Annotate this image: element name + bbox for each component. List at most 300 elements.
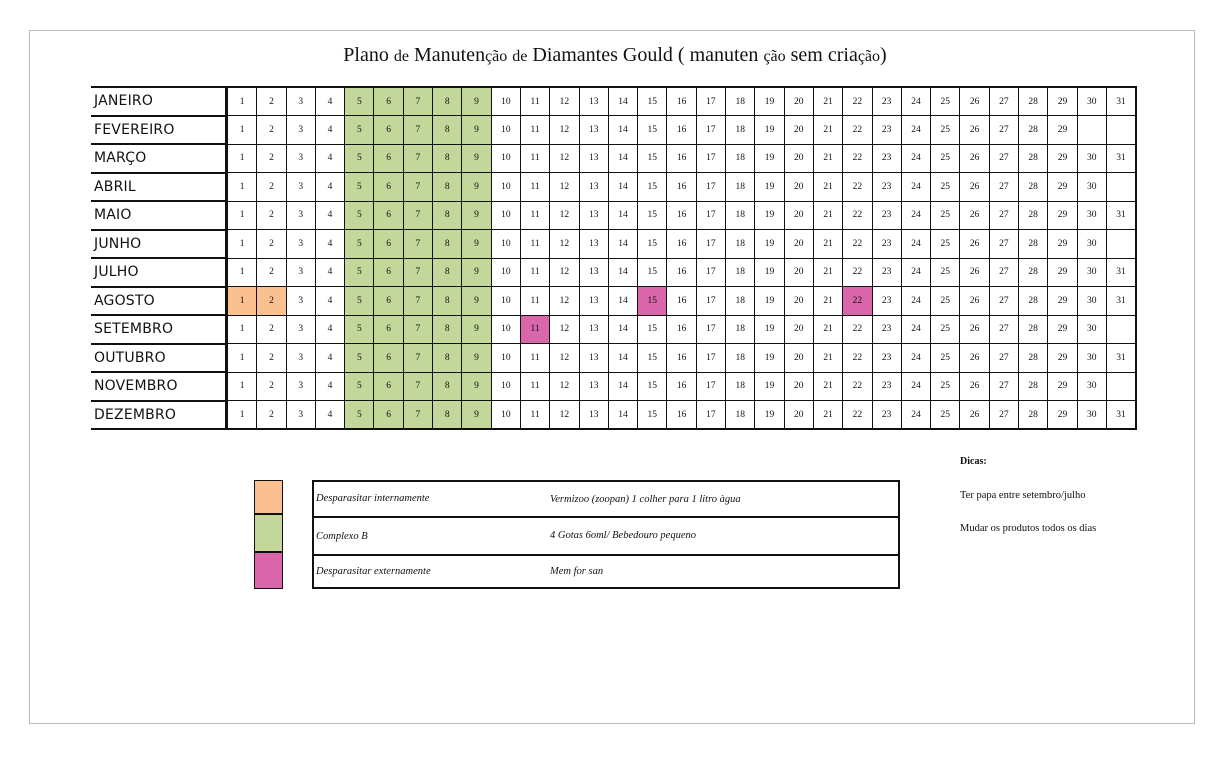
day-cell: 9 [462,401,491,430]
day-cell: 3 [286,258,315,287]
day-cell: 9 [462,230,491,259]
day-cell: 5 [345,287,374,316]
day-cell: 12 [550,287,579,316]
day-cell: 8 [433,144,462,173]
day-cell: 3 [286,344,315,373]
day-cell: 14 [608,315,637,344]
day-cell: 27 [989,173,1018,202]
day-cell: 11 [520,287,549,316]
day-cell: 29 [1048,258,1077,287]
day-cell: 3 [286,173,315,202]
day-cell: 8 [433,87,462,116]
day-cell: 8 [433,287,462,316]
day-cell: 30 [1077,258,1106,287]
day-cell: 24 [901,116,930,145]
day-cell: 30 [1077,173,1106,202]
day-cell: 5 [345,401,374,430]
day-cell: 27 [989,315,1018,344]
day-cell: 13 [579,401,608,430]
day-cell: 17 [696,344,725,373]
day-cell: 26 [960,87,989,116]
day-cell: 5 [345,258,374,287]
day-cell: 28 [1019,315,1048,344]
day-cell: 4 [315,173,344,202]
day-cell: 17 [696,144,725,173]
day-cell: 7 [403,315,432,344]
day-cell: 17 [696,87,725,116]
day-cell: 3 [286,201,315,230]
month-row [91,230,1136,259]
day-cell: 13 [579,372,608,401]
day-cell: 9 [462,258,491,287]
legend-row-external [314,554,898,589]
day-cell: 31 [1106,401,1136,430]
day-cell: 31 [1106,144,1136,173]
day-cell: 23 [872,287,901,316]
day-cell: 10 [491,315,520,344]
day-cell: 6 [374,287,403,316]
day-cell: 10 [491,87,520,116]
day-cell: 8 [433,201,462,230]
day-cell: 10 [491,258,520,287]
day-cell: 24 [901,344,930,373]
day-cell: 1 [227,201,257,230]
day-cell: 23 [872,258,901,287]
day-cell: 3 [286,372,315,401]
day-cell: 21 [813,201,842,230]
day-cell: 17 [696,201,725,230]
day-cell: 20 [784,144,813,173]
day-cell: 25 [931,144,960,173]
day-cell: 6 [374,230,403,259]
day-cell: 25 [931,401,960,430]
day-cell: 30 [1077,372,1106,401]
day-cell: 16 [667,287,696,316]
day-cell: 22 [843,344,872,373]
day-cell: 29 [1048,401,1077,430]
day-cell: 21 [813,144,842,173]
day-cell: 20 [784,201,813,230]
day-cell: 24 [901,372,930,401]
day-cell: 23 [872,315,901,344]
day-cell: 25 [931,116,960,145]
day-cell [1106,372,1136,401]
month-label: MAIO [91,201,227,230]
month-label: AGOSTO [91,287,227,316]
day-cell: 18 [726,258,755,287]
day-cell: 25 [931,230,960,259]
day-cell: 10 [491,144,520,173]
day-cell: 16 [667,315,696,344]
day-cell: 14 [608,401,637,430]
day-cell: 18 [726,344,755,373]
day-cell: 25 [931,201,960,230]
day-cell: 19 [755,116,784,145]
day-cell: 9 [462,201,491,230]
day-cell: 30 [1077,230,1106,259]
day-cell: 11 [520,372,549,401]
day-cell: 26 [960,258,989,287]
day-cell: 16 [667,230,696,259]
day-cell: 19 [755,344,784,373]
legend-row-internal [314,482,898,516]
day-cell: 7 [403,116,432,145]
month-label: DEZEMBRO [91,401,227,430]
day-cell: 28 [1019,230,1048,259]
day-cell: 13 [579,230,608,259]
day-cell: 28 [1019,401,1048,430]
day-cell: 26 [960,116,989,145]
day-cell: 20 [784,87,813,116]
day-cell: 11 [520,116,549,145]
day-cell: 14 [608,230,637,259]
day-cell: 8 [433,230,462,259]
day-cell: 11 [520,344,549,373]
day-cell: 23 [872,372,901,401]
day-cell: 14 [608,258,637,287]
day-cell: 11 [520,173,549,202]
day-cell: 18 [726,87,755,116]
day-cell: 17 [696,401,725,430]
day-cell: 27 [989,372,1018,401]
day-cell: 16 [667,401,696,430]
day-cell: 21 [813,173,842,202]
day-cell: 4 [315,401,344,430]
day-cell: 13 [579,144,608,173]
day-cell: 7 [403,173,432,202]
day-cell: 4 [315,230,344,259]
day-cell: 29 [1048,230,1077,259]
title-segment: ção [763,48,786,65]
day-cell: 12 [550,401,579,430]
day-cell: 22 [843,372,872,401]
day-cell: 16 [667,87,696,116]
day-cell: 27 [989,201,1018,230]
day-cell: 13 [579,201,608,230]
day-cell: 29 [1048,372,1077,401]
month-row [91,258,1136,287]
maintenance-calendar [91,86,1137,430]
day-cell: 22 [843,315,872,344]
day-cell: 11 [520,258,549,287]
day-cell: 1 [227,401,257,430]
legend-label: Complexo B [316,531,368,542]
month-row [91,116,1136,145]
day-cell: 21 [813,116,842,145]
day-cell: 6 [374,87,403,116]
day-cell: 15 [638,344,667,373]
day-cell: 10 [491,344,520,373]
day-cell: 12 [550,315,579,344]
day-cell: 7 [403,87,432,116]
day-cell: 23 [872,173,901,202]
day-cell: 17 [696,315,725,344]
day-cell: 12 [550,144,579,173]
day-cell: 2 [257,201,286,230]
day-cell: 27 [989,230,1018,259]
month-label: OUTUBRO [91,344,227,373]
day-cell: 11 [520,230,549,259]
day-cell: 29 [1048,287,1077,316]
day-cell: 22 [843,87,872,116]
day-cell: 6 [374,201,403,230]
title-segment: Manuten [408,44,486,66]
day-cell: 11 [520,315,549,344]
day-cell: 16 [667,372,696,401]
day-cell: 28 [1019,287,1048,316]
day-cell: 7 [403,144,432,173]
day-cell: 2 [257,401,286,430]
day-cell: 24 [901,201,930,230]
day-cell: 11 [520,144,549,173]
day-cell: 7 [403,401,432,430]
day-cell: 10 [491,173,520,202]
day-cell: 8 [433,173,462,202]
day-cell: 11 [520,401,549,430]
day-cell: 26 [960,315,989,344]
title-segment: ção [485,48,508,65]
day-cell: 2 [257,87,286,116]
day-cell: 8 [433,344,462,373]
day-cell: 14 [608,372,637,401]
day-cell: 13 [579,287,608,316]
day-cell: 4 [315,201,344,230]
legend-swatch-external [254,552,283,589]
day-cell: 19 [755,315,784,344]
day-cell: 3 [286,315,315,344]
day-cell: 15 [638,258,667,287]
day-cell: 14 [608,173,637,202]
day-cell: 10 [491,116,520,145]
day-cell: 12 [550,230,579,259]
day-cell: 14 [608,144,637,173]
month-label: SETEMBRO [91,315,227,344]
day-cell: 29 [1048,315,1077,344]
day-cell: 15 [638,401,667,430]
day-cell: 3 [286,287,315,316]
day-cell: 6 [374,258,403,287]
day-cell: 19 [755,201,784,230]
day-cell: 14 [608,116,637,145]
day-cell: 2 [257,258,286,287]
day-cell: 2 [257,230,286,259]
day-cell: 4 [315,116,344,145]
legend-value: 4 Gotas 6oml/ Bebedouro pequeno [550,530,697,541]
day-cell: 4 [315,258,344,287]
day-cell: 11 [520,87,549,116]
day-cell: 13 [579,258,608,287]
day-cell: 21 [813,230,842,259]
day-cell: 4 [315,287,344,316]
day-cell: 21 [813,315,842,344]
day-cell: 28 [1019,144,1048,173]
day-cell: 4 [315,144,344,173]
day-cell: 12 [550,201,579,230]
day-cell: 31 [1106,344,1136,373]
day-cell: 8 [433,372,462,401]
day-cell: 18 [726,315,755,344]
month-label: JANEIRO [91,87,227,116]
day-cell: 5 [345,372,374,401]
day-cell: 8 [433,315,462,344]
day-cell: 18 [726,201,755,230]
day-cell: 20 [784,344,813,373]
day-cell [1106,116,1136,145]
day-cell: 20 [784,315,813,344]
day-cell: 12 [550,344,579,373]
day-cell: 9 [462,116,491,145]
tip-item: Mudar os produtos todos os dias [960,523,1097,534]
day-cell: 17 [696,287,725,316]
day-cell: 17 [696,173,725,202]
day-cell: 4 [315,87,344,116]
day-cell: 27 [989,87,1018,116]
day-cell: 22 [843,201,872,230]
day-cell: 12 [550,116,579,145]
tips-title: Dicas: [960,456,987,467]
day-cell: 6 [374,173,403,202]
day-cell: 13 [579,344,608,373]
day-cell: 25 [931,315,960,344]
month-row [91,87,1136,116]
month-row [91,173,1136,202]
day-cell: 21 [813,258,842,287]
day-cell: 18 [726,173,755,202]
day-cell: 2 [257,372,286,401]
day-cell: 26 [960,173,989,202]
day-cell: 29 [1048,173,1077,202]
day-cell: 20 [784,401,813,430]
title-segment: de [512,48,528,65]
day-cell: 17 [696,116,725,145]
day-cell: 1 [227,315,257,344]
day-cell: 30 [1077,315,1106,344]
day-cell: 16 [667,144,696,173]
day-cell: 19 [755,173,784,202]
month-row [91,201,1136,230]
day-cell: 19 [755,372,784,401]
month-row [91,401,1136,430]
day-cell: 25 [931,258,960,287]
day-cell: 15 [638,372,667,401]
day-cell: 14 [608,201,637,230]
day-cell: 10 [491,201,520,230]
day-cell: 16 [667,201,696,230]
day-cell: 9 [462,315,491,344]
day-cell: 29 [1048,344,1077,373]
month-row [91,372,1136,401]
day-cell: 27 [989,401,1018,430]
day-cell: 6 [374,344,403,373]
day-cell: 17 [696,258,725,287]
day-cell: 25 [931,344,960,373]
day-cell: 7 [403,372,432,401]
day-cell: 6 [374,372,403,401]
day-cell: 2 [257,287,286,316]
day-cell: 31 [1106,201,1136,230]
day-cell: 24 [901,173,930,202]
day-cell: 21 [813,344,842,373]
day-cell: 10 [491,230,520,259]
day-cell: 19 [755,230,784,259]
day-cell: 22 [843,116,872,145]
day-cell: 28 [1019,173,1048,202]
day-cell: 25 [931,372,960,401]
day-cell: 10 [491,287,520,316]
day-cell: 5 [345,116,374,145]
legend-label: Desparasitar internamente [316,493,430,504]
day-cell: 23 [872,87,901,116]
day-cell: 28 [1019,258,1048,287]
day-cell: 18 [726,230,755,259]
month-label: NOVEMBRO [91,372,227,401]
day-cell: 22 [843,287,872,316]
day-cell: 19 [755,144,784,173]
day-cell: 30 [1077,287,1106,316]
month-row [91,144,1136,173]
day-cell: 20 [784,258,813,287]
day-cell: 5 [345,173,374,202]
day-cell: 18 [726,116,755,145]
day-cell: 1 [227,287,257,316]
day-cell: 15 [638,87,667,116]
day-cell: 23 [872,116,901,145]
day-cell: 22 [843,144,872,173]
day-cell: 31 [1106,287,1136,316]
day-cell: 17 [696,372,725,401]
day-cell: 23 [872,144,901,173]
day-cell: 20 [784,116,813,145]
day-cell: 19 [755,401,784,430]
day-cell: 5 [345,144,374,173]
day-cell: 29 [1048,201,1077,230]
day-cell: 24 [901,401,930,430]
day-cell: 12 [550,87,579,116]
day-cell: 3 [286,230,315,259]
day-cell [1077,116,1106,145]
day-cell: 10 [491,372,520,401]
tip-item: Ter papa entre setembro/julho [960,490,1086,501]
title-segment: Plano [343,44,394,66]
day-cell: 11 [520,201,549,230]
month-label: FEVEREIRO [91,116,227,145]
day-cell: 7 [403,344,432,373]
legend-swatch-complex-b [254,514,283,552]
day-cell: 20 [784,173,813,202]
day-cell: 23 [872,201,901,230]
day-cell: 13 [579,173,608,202]
day-cell: 29 [1048,87,1077,116]
day-cell: 28 [1019,344,1048,373]
day-cell: 9 [462,87,491,116]
day-cell: 3 [286,116,315,145]
day-cell: 3 [286,87,315,116]
day-cell: 14 [608,287,637,316]
day-cell: 8 [433,116,462,145]
day-cell: 22 [843,258,872,287]
day-cell: 12 [550,173,579,202]
day-cell: 19 [755,87,784,116]
day-cell: 24 [901,287,930,316]
day-cell: 26 [960,144,989,173]
day-cell: 6 [374,401,403,430]
day-cell: 21 [813,401,842,430]
day-cell: 9 [462,344,491,373]
day-cell: 10 [491,401,520,430]
day-cell: 26 [960,230,989,259]
day-cell: 1 [227,116,257,145]
legend-label: Desparasitar externamente [316,566,431,577]
